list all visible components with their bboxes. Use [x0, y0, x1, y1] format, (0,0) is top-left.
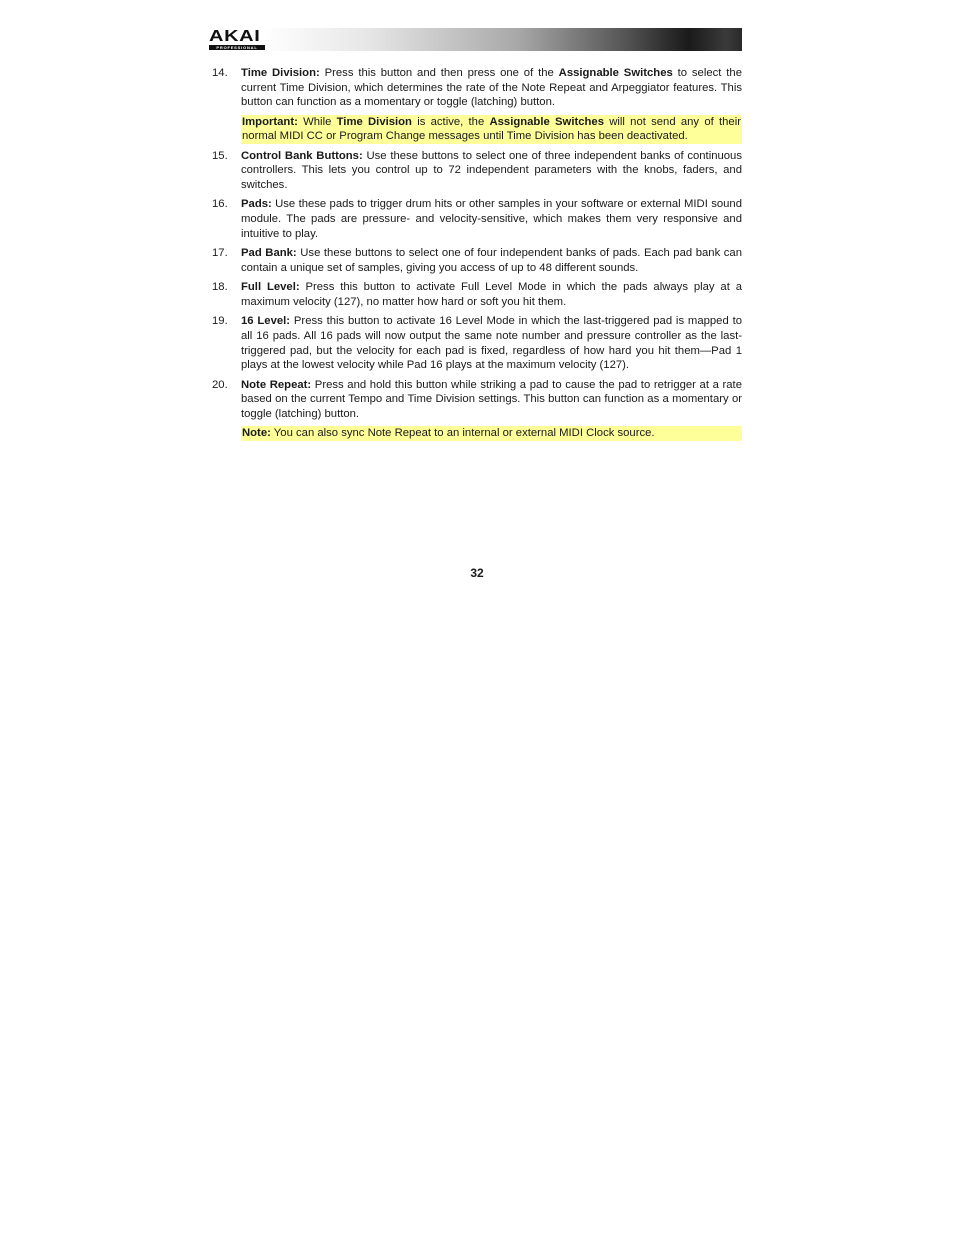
item-number: 16.	[212, 198, 228, 211]
item-number: 17.	[212, 247, 228, 260]
list-item-15	[209, 149, 742, 193]
important-note	[241, 115, 742, 144]
item-text: Press and hold this button while striking a pad to cause the pad to retrigger at a rate based on the current Tempo and Time Division settings. This button can function as a momentary or toggle (latching) button.	[241, 378, 742, 420]
note-label: Important:	[242, 115, 298, 128]
item-number: 20.	[212, 378, 228, 391]
list-item-20	[209, 378, 742, 422]
item-term: Time Division:	[241, 67, 320, 79]
item-term: 16 Level:	[241, 315, 291, 328]
item-body	[241, 280, 742, 309]
item-body	[241, 149, 742, 193]
list-item-19	[209, 314, 742, 373]
item-term: Full Level:	[241, 281, 300, 294]
item-term: Pad Bank:	[241, 247, 297, 260]
note-bold-text: Time Division	[336, 115, 412, 128]
page-number: 32	[470, 566, 484, 580]
item-number: 18.	[212, 281, 228, 294]
item-body	[241, 378, 742, 422]
akai-logo	[209, 30, 269, 49]
item-number: 14.	[212, 67, 228, 79]
item-text: to select the current Time Division, which determines the rate of the Note Repeat and Arpeggiator features. This button can function as a momentary or toggle (latching) button.	[241, 67, 742, 109]
note-text: will not send any of their normal MIDI CC or Program Change messages until Time Division has been deactivated.	[242, 115, 741, 143]
note-text: While	[297, 115, 337, 128]
item-term: Control Bank Buttons:	[241, 149, 363, 162]
item-body	[241, 66, 742, 110]
list-item-16	[209, 197, 742, 241]
page-header-bar	[209, 28, 742, 51]
item-term: Pads:	[241, 198, 272, 211]
item-number: 19.	[212, 315, 228, 328]
note-label: Note:	[242, 427, 271, 440]
item-body	[241, 314, 742, 373]
note-text: is active, the	[411, 115, 490, 128]
note-text: You can also sync Note Repeat to an internal or external MIDI Clock source.	[270, 427, 655, 440]
list-item-14	[209, 66, 742, 110]
item-text: Press this button to activate Full Level Mode in which the pads always play at a maximum velocity (127), no matter how hard or soft you hit them.	[241, 281, 742, 308]
item-body	[241, 197, 742, 241]
item-text: Use these pads to trigger drum hits or other samples in your software or external MIDI sound module. The pads are pressure- and velocity-sensitive, which makes them very responsive and intuitive to play.	[241, 198, 742, 240]
item-text: Press this button and then press one of the	[319, 67, 559, 79]
item-text: Use these buttons to select one of three independent banks of continuous controllers. This lets you control up to 72 independent parameters with the knobs, faders, and switches.	[241, 149, 742, 192]
item-text: Press this button to activate 16 Level Mode in which the last-triggered pad is mapped to all 16 pads. All 16 pads will now output the same note number and pressure controller as the last-triggered pad, but the velocity for each pad is fixed, regardless of how hard you hit them—Pad 1 plays at the lowest velocity while Pad 16 plays at the maximum velocity (127).	[241, 315, 743, 372]
logo-brand: AKAI	[209, 28, 261, 45]
item-body	[241, 246, 742, 275]
item-text: Use these buttons to select one of four independent banks of pads. Each pad bank can contain a unique set of samples, giving you access of up to 48 different sounds.	[241, 247, 743, 274]
sync-note	[241, 426, 742, 441]
item-number: 15.	[212, 149, 228, 162]
list-item-17	[209, 246, 742, 275]
list-item-18	[209, 280, 742, 309]
note-bold-text: Assignable Switches	[489, 115, 604, 128]
manual-content	[209, 66, 742, 446]
item-bold-text: Assignable Switches	[558, 67, 673, 79]
item-term: Note Repeat:	[241, 378, 312, 391]
logo-subtitle: PROFESSIONAL	[209, 45, 265, 50]
